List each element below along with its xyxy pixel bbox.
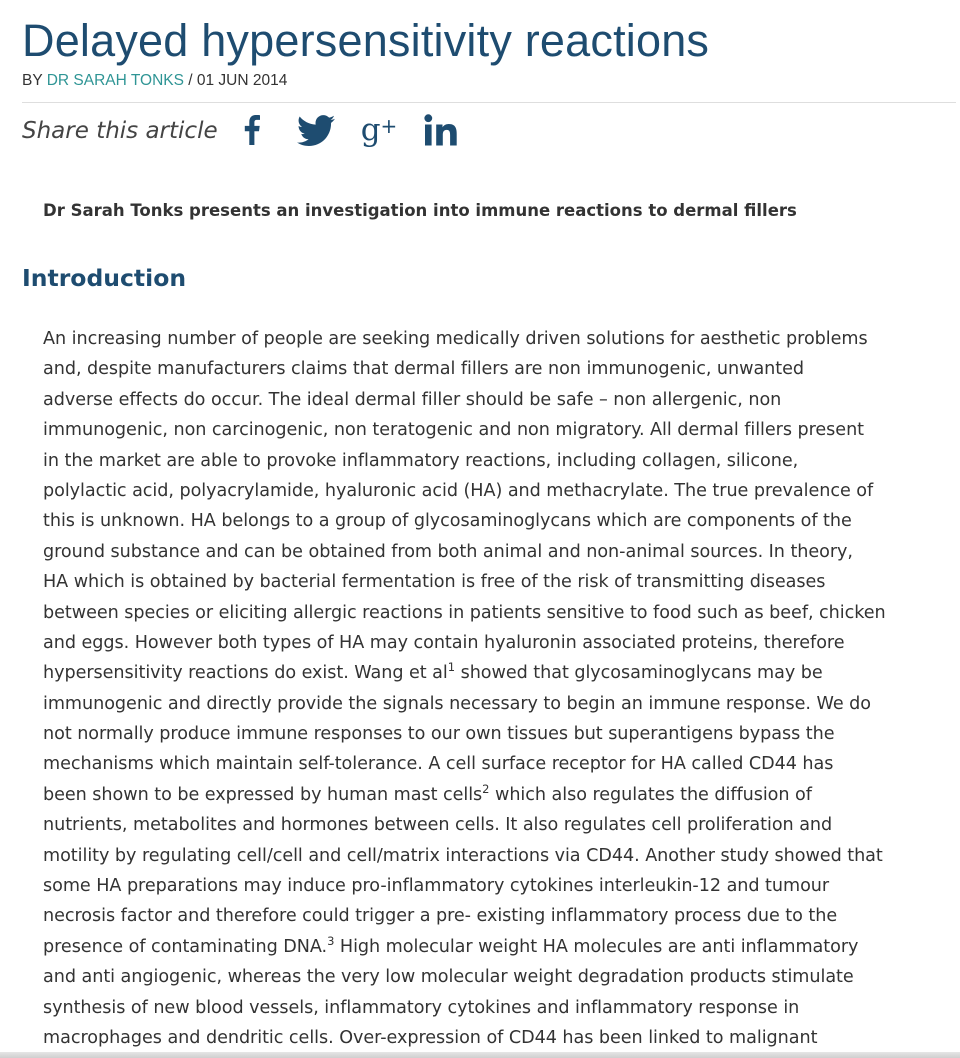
body-line: not normally produce immune responses to our own tissues but superantigens bypass the xyxy=(43,724,835,745)
body-line: An increasing number of people are seeking medically driven solutions for aesthetic problems xyxy=(43,329,868,349)
body-line: immunogenic, non carcinogenic, non teratogenic and non migratory. All dermal fillers present xyxy=(43,420,865,441)
article-lead: Dr Sarah Tonks presents an investigation into immune reactions to dermal fillers xyxy=(43,201,797,220)
body-line: been shown to be expressed by human mast cells$^2$ which also regulates the diffusion of xyxy=(43,781,812,805)
author-link[interactable]: DR SARAH TONKS xyxy=(46,72,184,89)
body-line: motility by regulating cell/cell and cell/matrix interactions via CD44. Another study showed that xyxy=(43,845,883,866)
share-linkedin-button[interactable] xyxy=(422,108,460,152)
body-line: and anti angiogenic, whereas the very low molecular weight degradation products stimulate xyxy=(43,967,854,988)
section-heading-introduction: Introduction xyxy=(22,264,187,292)
footnote-reference[interactable]: 1 xyxy=(447,660,456,675)
header-divider xyxy=(22,102,956,103)
share-google-plus-button[interactable] xyxy=(356,108,402,152)
body-line: synthesis of new blood vessels, inflammatory cytokines and inflammatory response in xyxy=(43,997,800,1018)
body-line: some HA preparations may induce pro-inflammatory cytokines interleukin-12 and tumour xyxy=(43,876,830,897)
byline-prefix: BY xyxy=(22,72,47,89)
facebook-icon xyxy=(244,115,260,145)
body-line: adverse effects do occur. The ideal dermal filler should be safe – non allergenic, non xyxy=(43,389,782,410)
byline-separator: / xyxy=(183,72,197,89)
body-line: ground substance and can be obtained from both animal and non-animal sources. In theory, xyxy=(43,541,853,562)
share-label: Share this article xyxy=(22,118,218,144)
body-line: macrophages and dendritic cells. Over-expression of CD44 has been linked to malignant xyxy=(43,1027,818,1048)
body-line: mechanisms which maintain self-tolerance. A cell surface receptor for HA called CD44 has xyxy=(43,754,834,775)
footnote-reference[interactable]: 2 xyxy=(482,781,490,796)
byline xyxy=(22,71,287,91)
share-twitter-button[interactable] xyxy=(294,108,338,152)
body-line: presence of contaminating DNA.$^3$ High molecular weight HA molecules are anti inflammatory xyxy=(43,933,859,957)
body-line: hypersensitivity reactions do exist. Wang et $al^1$ showed that glycosaminoglycans may be xyxy=(43,660,823,684)
body-line: HA which is obtained by bacterial fermentation is free of the risk of transmitting diseases xyxy=(43,572,826,593)
body-line: between species or eliciting allergic reactions in patients sensitive to food such as beef, chicken xyxy=(43,602,886,623)
body-line: in the market are able to provoke inflammatory reactions, including collagen, silicone, xyxy=(43,450,799,471)
body-line: immunogenic and directly provide the signals necessary to begin an immune response. We do xyxy=(43,693,871,714)
body-line: and, despite manufacturers claims that dermal fillers are non immunogenic, unwanted xyxy=(43,359,805,380)
google-plus-icon: g+ xyxy=(360,112,398,148)
article-title: Delayed hypersensitivity reactions xyxy=(22,15,710,66)
body-line: nutrients, metabolites and hormones between cells. It also regulates cell proliferation and xyxy=(43,815,833,836)
window-bottom-edge xyxy=(0,1052,960,1058)
publish-date: 01 JUN 2014 xyxy=(196,72,288,89)
body-line: and eggs. However both types of HA may contain hyaluronin associated proteins, therefore xyxy=(43,632,845,653)
share-facebook-button[interactable] xyxy=(238,108,266,152)
linkedin-icon xyxy=(424,114,458,146)
twitter-icon xyxy=(297,115,335,146)
body-line: necrosis factor and therefore could trigger a pre- existing inflammatory process due to the xyxy=(43,906,838,927)
body-line: this is unknown. HA belongs to a group of glycosaminoglycans which are components of the xyxy=(43,511,852,532)
body-line: polylactic acid, polyacrylamide, hyaluronic acid (HA) and methacrylate. The true prevalence of xyxy=(43,480,874,501)
article-body xyxy=(43,324,943,1053)
footnote-reference[interactable]: 3 xyxy=(327,933,335,948)
